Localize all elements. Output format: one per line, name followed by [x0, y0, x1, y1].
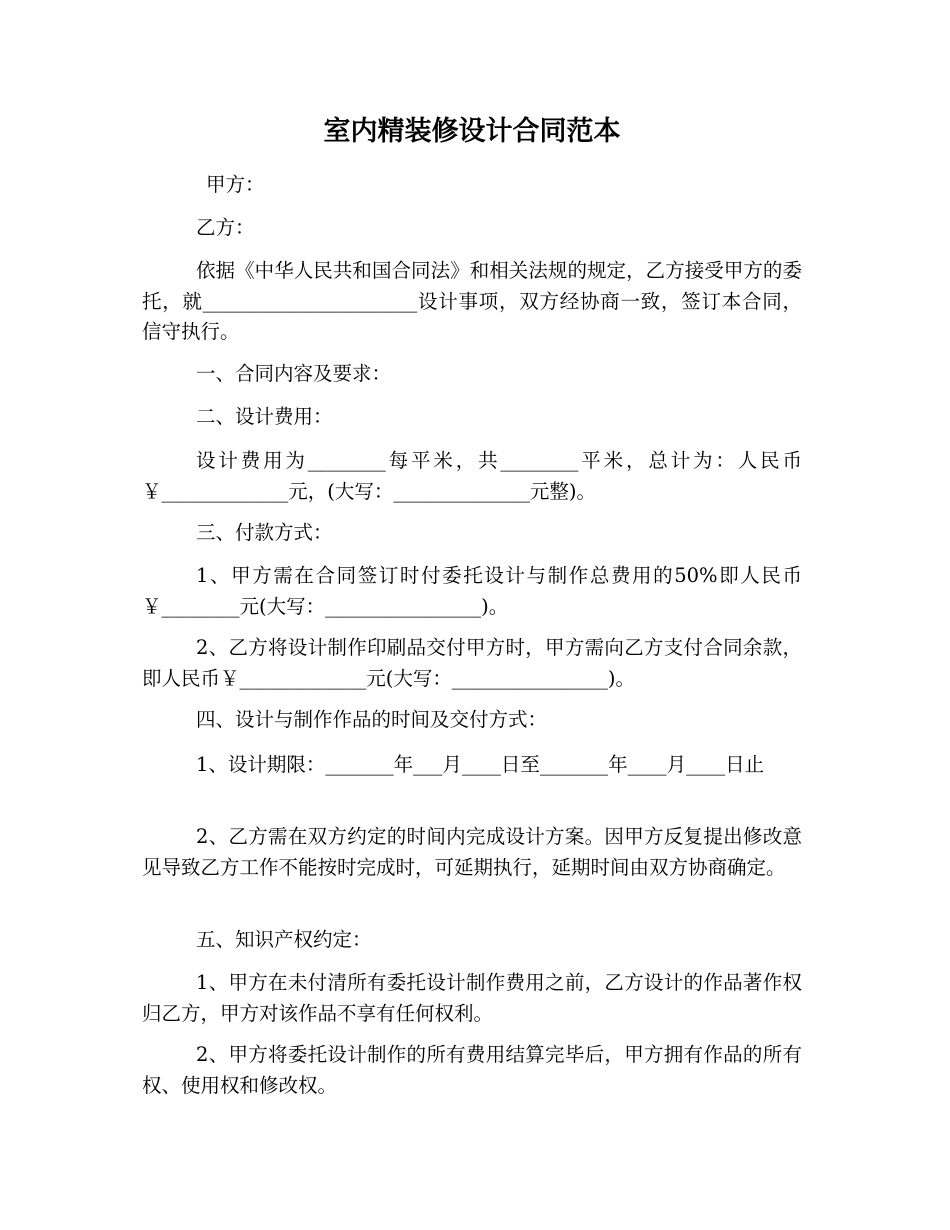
payment-clause-2: 2、乙方将设计制作印刷品交付甲方时，甲方需向乙方支付合同余款，即人民币￥_____________元(大写：________________)。 [142, 636, 802, 690]
section-1-heading: 一、合同内容及要求： [196, 362, 392, 385]
ip-clause-2: 2、甲方将委托设计制作的所有费用结算完毕后，甲方拥有作品的所有权、使用权和修改权。 [142, 1043, 802, 1097]
section-2-heading: 二、设计费用： [196, 405, 333, 428]
design-fee-paragraph: 设计费用为________每平米，共________平米，总计为：人民币￥_____________元，(大写：______________元整)。 [142, 449, 802, 503]
preamble-paragraph: 依据《中华人民共和国合同法》和相关法规的规定，乙方接受甲方的委托，就______________________设计事项，双方经协商一致，签订本合同，信守执行。 [142, 259, 802, 343]
payment-clause-1: 1、甲方需在合同签订时付委托设计与制作总费用的50%即人民币￥________元(大写：________________)。 [142, 564, 802, 618]
delivery-clause-1: 1、设计期限：_______年___月____日至_______年____月____日止 [196, 753, 765, 776]
document-title: 室内精装修设计合同范本 [323, 116, 621, 147]
section-4-heading: 四、设计与制作作品的时间及交付方式： [196, 708, 548, 731]
party-b-line: 乙方： [196, 216, 255, 239]
section-5-heading: 五、知识产权约定： [196, 928, 372, 951]
section-3-heading: 三、付款方式： [196, 521, 333, 544]
delivery-clause-2: 2、乙方需在双方约定的时间内完成设计方案。因甲方反复提出修改意见导致乙方工作不能按时完成时，可延期执行，延期时间由双方协商确定。 [142, 825, 802, 879]
party-a-line: 甲方： [206, 173, 265, 196]
ip-clause-1: 1、甲方在未付清所有委托设计制作费用之前，乙方设计的作品著作权归乙方，甲方对该作品不享有任何权利。 [142, 971, 802, 1025]
